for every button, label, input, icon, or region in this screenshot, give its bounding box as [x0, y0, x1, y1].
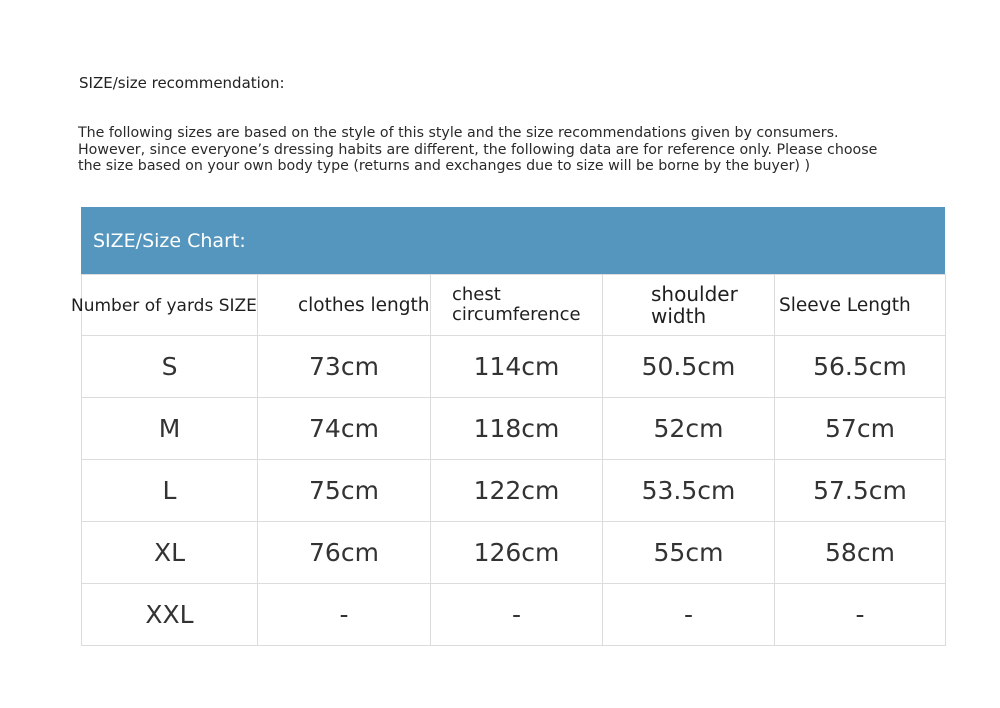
section-heading: SIZE/size recommendation: — [79, 74, 285, 92]
column-header-shoulder-line: width — [651, 304, 707, 328]
shoulder-cell: 52cm — [603, 398, 775, 460]
sleeve-cell: 57.5cm — [775, 460, 946, 522]
chest-cell: 114cm — [431, 336, 603, 398]
clothes-length-cell: 75cm — [258, 460, 431, 522]
sleeve-cell: - — [775, 584, 946, 646]
chest-cell: - — [431, 584, 603, 646]
table-header-row — [82, 275, 946, 336]
chest-cell: 122cm — [431, 460, 603, 522]
shoulder-cell: 50.5cm — [603, 336, 775, 398]
table-row — [82, 398, 946, 460]
size-cell: L — [82, 460, 258, 522]
sleeve-cell: 58cm — [775, 522, 946, 584]
size-chart-banner: SIZE/Size Chart: — [81, 207, 945, 274]
clothes-length-cell: - — [258, 584, 431, 646]
sleeve-cell: 57cm — [775, 398, 946, 460]
column-header-sleeve-length: Sleeve Length — [775, 275, 946, 336]
chest-cell: 126cm — [431, 522, 603, 584]
table-row — [82, 336, 946, 398]
clothes-length-cell: 76cm — [258, 522, 431, 584]
size-cell: M — [82, 398, 258, 460]
size-cell: S — [82, 336, 258, 398]
column-header-size-label: Number of yards SIZE — [71, 296, 257, 316]
column-header-shoulder — [603, 275, 775, 336]
chest-cell: 118cm — [431, 398, 603, 460]
sleeve-cell: 56.5cm — [775, 336, 946, 398]
table-row — [82, 522, 946, 584]
column-header-shoulder-line: shoulder — [651, 282, 738, 306]
intro-line: However, since everyone’s dressing habits are different, the following data are for reference only. Please choose — [78, 141, 878, 158]
table-row — [82, 460, 946, 522]
table-row — [82, 584, 946, 646]
column-header-size — [71, 275, 258, 336]
intro-paragraph — [78, 125, 948, 175]
size-cell: XL — [82, 522, 258, 584]
column-header-chest-line: chest — [452, 284, 501, 305]
column-header-chest — [431, 275, 603, 336]
column-header-chest-line: circumference — [452, 304, 581, 325]
clothes-length-cell: 74cm — [258, 398, 431, 460]
column-header-clothes-length: clothes length — [258, 275, 431, 336]
clothes-length-cell: 73cm — [258, 336, 431, 398]
size-chart — [71, 207, 945, 646]
shoulder-cell: - — [603, 584, 775, 646]
intro-line: The following sizes are based on the style of this style and the size recommendations given by consumers. — [78, 125, 839, 141]
shoulder-cell: 55cm — [603, 522, 775, 584]
intro-line: the size based on your own body type (returns and exchanges due to size will be borne by the buyer) ) — [78, 158, 811, 174]
size-cell: XXL — [82, 584, 258, 646]
size-table — [71, 274, 946, 646]
shoulder-cell: 53.5cm — [603, 460, 775, 522]
